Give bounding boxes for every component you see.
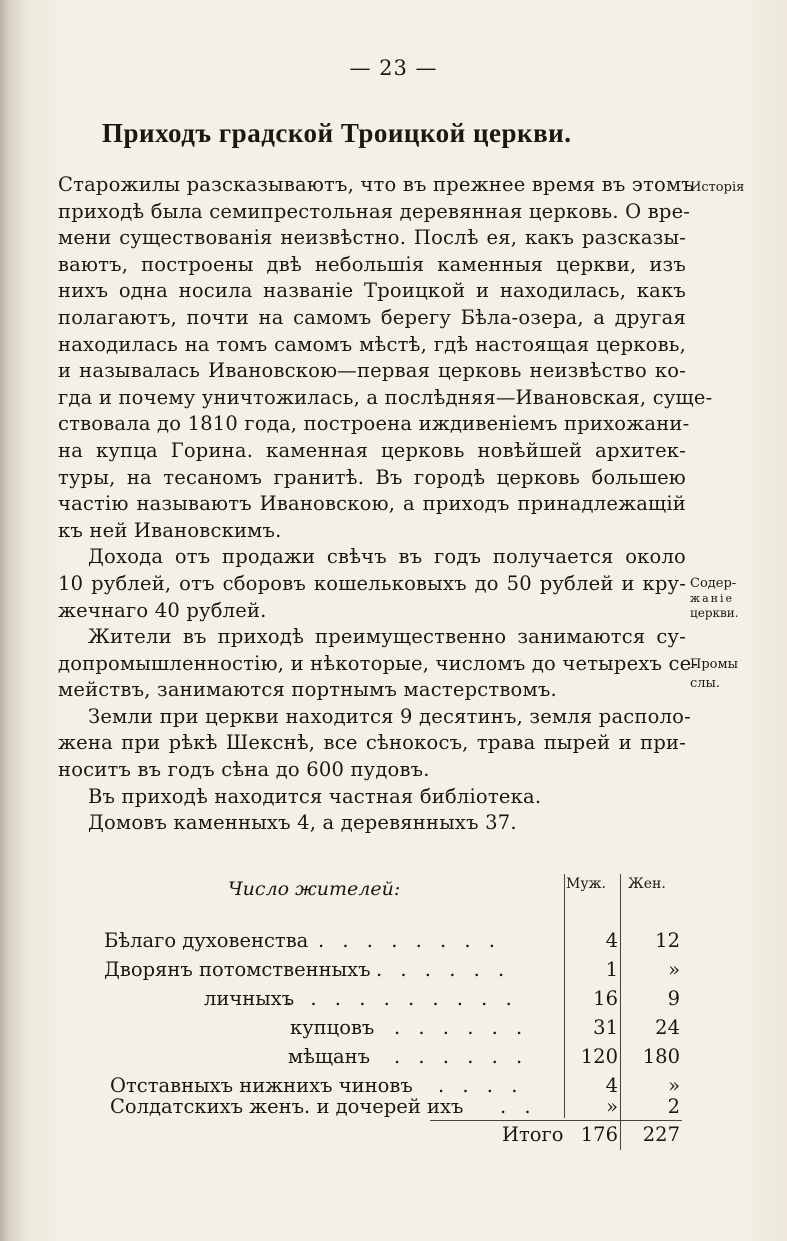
section-heading: Приходъ градской Троицкой церкви. — [102, 118, 572, 148]
row-label: Отставныхъ нижнихъ чиновъ — [110, 1074, 413, 1097]
female-count: 9 — [667, 987, 680, 1010]
text-line: приходѣ была семипрестольная деревянная церковь. О вре- — [58, 199, 691, 223]
text-line: полагаютъ, почти на самомъ берегу Бѣла-озера, а другая — [58, 305, 686, 329]
female-count: » — [668, 958, 680, 981]
table-row — [100, 926, 690, 955]
table-total-row — [100, 1120, 690, 1150]
table-row — [100, 1092, 690, 1121]
text-line: и называлась Ивановскою—первая церковь неизвѣство ко- — [58, 359, 686, 383]
text-line: мени существованія неизвѣстно. Послѣ ея, какъ разсказы- — [58, 226, 686, 250]
text-line: гда и почему уничтожилась, а послѣдняя—Ивановская, суще- — [58, 385, 713, 409]
text-line: носитъ въ годъ сѣна до 600 пудовъ. — [58, 758, 430, 782]
table-row — [100, 1013, 690, 1042]
total-female: 227 — [642, 1123, 680, 1146]
female-count: 2 — [667, 1095, 680, 1118]
row-label: мѣщанъ — [288, 1045, 371, 1068]
leader-dots: . . . . . . — [394, 1045, 529, 1068]
text-line: нихъ одна носила названіе Троицкой и находилась, какъ — [58, 279, 686, 303]
male-count: 31 — [593, 1016, 618, 1039]
text-line: Жители въ приходѣ преимущественно занимаются су- — [88, 625, 686, 649]
text-line: Дохода отъ продажи свѣчъ въ годъ получается около — [88, 545, 686, 569]
text-line: жечнаго 40 рублей. — [58, 598, 267, 622]
text-line: ваютъ, построены двѣ небольшія каменныя церкви, изъ — [58, 252, 686, 276]
text-line: мействъ, занимаются портнымъ мастерствомъ. — [58, 678, 557, 702]
row-label: личныхъ — [204, 987, 295, 1010]
leader-dots: . . . . . . — [394, 1016, 529, 1039]
margin-note-history — [690, 180, 782, 195]
male-count: 4 — [605, 929, 618, 952]
page-number: — 23 — — [349, 56, 438, 80]
table-row — [100, 1042, 690, 1071]
margin-note-income — [690, 576, 782, 621]
female-count: » — [668, 1074, 680, 1097]
table-row — [100, 955, 690, 984]
total-male: 176 — [580, 1123, 618, 1146]
male-count: 1 — [605, 958, 618, 981]
leader-dots: . . . . — [438, 1074, 524, 1097]
female-count: 12 — [655, 929, 680, 952]
text-line: допромышленностію, и нѣкоторые, числомъ до четырехъ се- — [58, 651, 699, 675]
table-row — [100, 984, 690, 1013]
text-line: къ ней Ивановскимъ. — [58, 518, 282, 542]
text-line: Домовъ каменныхъ 4, а деревянныхъ 37. — [88, 811, 517, 835]
text-line: ствовала до 1810 года, построена иждивеніемъ прихожани- — [58, 412, 690, 436]
text-line: Старожилы разсказываютъ, что въ прежнее время въ этомъ — [58, 173, 694, 196]
row-label: купцовъ — [290, 1016, 375, 1039]
column-header-male: Муж. — [566, 876, 606, 892]
total-label: Итого — [502, 1123, 564, 1146]
leader-dots: . . . . . . — [376, 958, 511, 981]
male-count: 120 — [580, 1045, 618, 1068]
leader-dots: . . . . . . . . . . — [286, 987, 518, 1010]
margin-note-trades — [690, 657, 782, 691]
text-line: туры, на тесаномъ гранитѣ. Въ городѣ церковь большею — [58, 465, 686, 489]
leader-dots: . . — [500, 1095, 537, 1118]
row-label: Солдатскихъ женъ. и дочерей ихъ — [110, 1095, 464, 1118]
text-line: 10 рублей, отъ сборовъ кошельковыхъ до 50 рублей и кру- — [58, 571, 686, 595]
text-line: на купца Горина. каменная церковь новѣйшей архитек- — [58, 438, 686, 462]
leader-dots: . . . . . . . . — [318, 929, 501, 952]
text-line: Земли при церкви находится 9 десятинъ, земля располо- — [88, 704, 691, 728]
text-line: частію называютъ Ивановскою, а приходъ принадлежащій — [58, 492, 686, 516]
row-label: Бѣлаго духовенства — [104, 929, 309, 952]
male-count: » — [606, 1095, 618, 1118]
female-count: 180 — [642, 1045, 680, 1068]
female-count: 24 — [655, 1016, 680, 1039]
text-line: жена при рѣкѣ Шекснѣ, все сѣнокосъ, трава пырей и при- — [58, 731, 686, 755]
population-table — [100, 872, 690, 1162]
row-label: Дворянъ потомственныхъ — [104, 958, 371, 981]
margin-note-text: Промы — [690, 657, 738, 672]
margin-note-text: церкви. — [690, 606, 739, 620]
male-count: 16 — [593, 987, 618, 1010]
margin-note-text: жаніе — [690, 592, 735, 605]
male-count: 4 — [605, 1074, 618, 1097]
margin-note-text: слы. — [690, 676, 721, 691]
table-heading: Число жителей: — [228, 878, 401, 900]
column-header-female: Жен. — [628, 876, 666, 892]
text-line: Въ приходѣ находится частная библіотека. — [88, 784, 542, 808]
margin-note-text: Содер- — [690, 576, 737, 591]
margin-note-text: Исторія — [690, 180, 745, 195]
text-line: находилась на томъ самомъ мѣстѣ, гдѣ настоящая церковь, — [58, 332, 686, 356]
